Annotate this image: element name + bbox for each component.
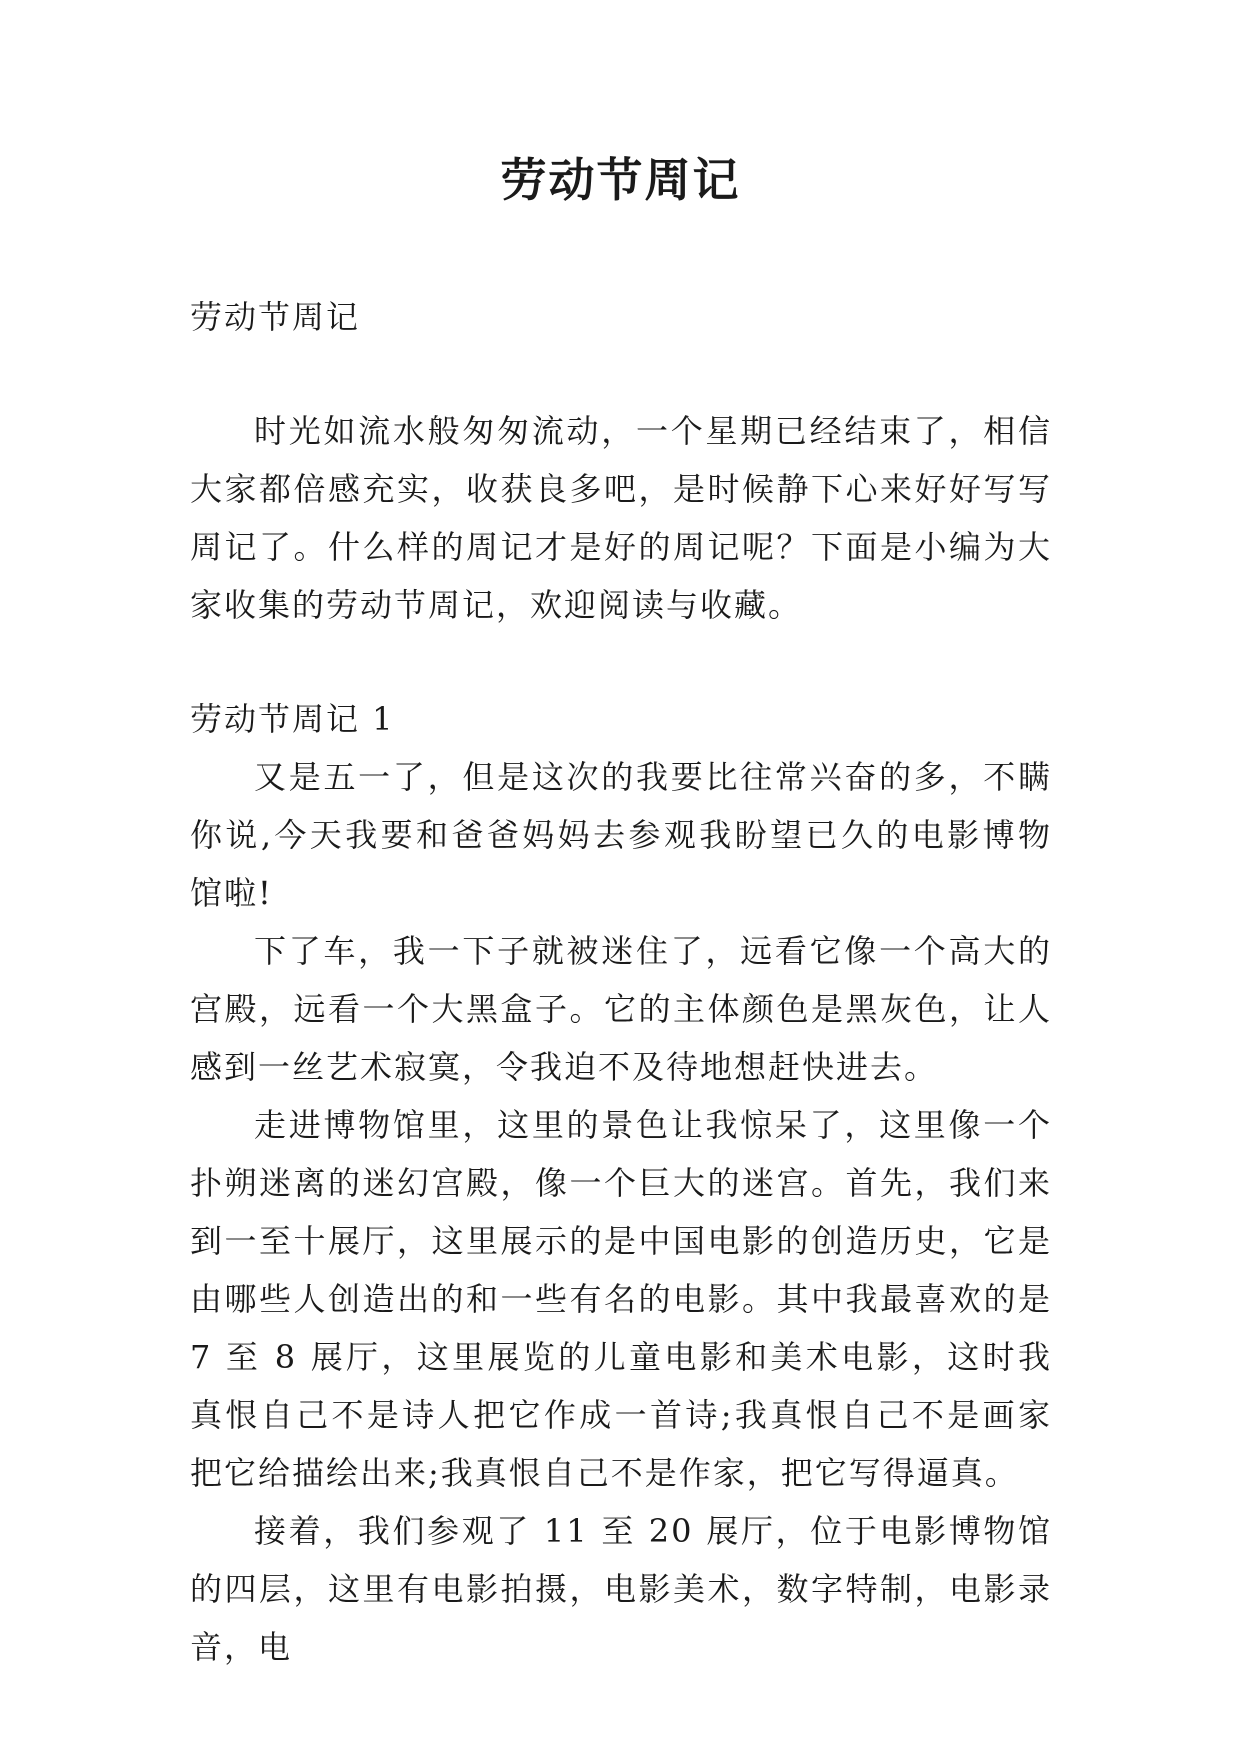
body-paragraph: 接着，我们参观了 11 至 20 展厅，位于电影博物馆的四层，这里有电影拍摄，电影美术，数字特制，电影录音，电: [190, 1512, 1052, 1666]
document-body: [190, 288, 1052, 1676]
document-title: 劳动节周记: [500, 153, 741, 207]
body-paragraph: 下了车，我一下子就被迷住了，远看它像一个高大的宫殿，远看一个大黑盒子。它的主体颜色是黑灰色，让人感到一丝艺术寂寞，令我迫不及待地想赶快进去。: [190, 932, 1052, 1086]
section-title: 劳动节周记 1: [190, 700, 395, 738]
body-paragraph: 走进博物馆里，这里的景色让我惊呆了，这里像一个扑朔迷离的迷幻宫殿，像一个巨大的迷宫。首先，我们来到一至十展厅，这里展示的是中国电影的创造历史，它是由哪些人创造出的和一些有名的电影。其中我最喜欢的是 7 至 8 展厅，这里展览的儿童电影和美术电影，这时我真恨自己不是诗人把它作成一首诗;我真恨自己不是画家把它给描绘出来;我真恨自己不是作家，把它写得逼真。: [190, 1106, 1052, 1492]
intro-paragraph: 时光如流水般匆匆流动，一个星期已经结束了，相信大家都倍感充实，收获良多吧，是时候静下心来好好写写周记了。什么样的周记才是好的周记呢？下面是小编为大家收集的劳动节周记，欢迎阅读与收藏。: [190, 412, 1052, 624]
document-subtitle: 劳动节周记: [190, 298, 361, 336]
body-paragraph: 又是五一了，但是这次的我要比往常兴奋的多，不瞒你说,今天我要和爸爸妈妈去参观我盼望已久的电影博物馆啦!: [190, 758, 1052, 912]
